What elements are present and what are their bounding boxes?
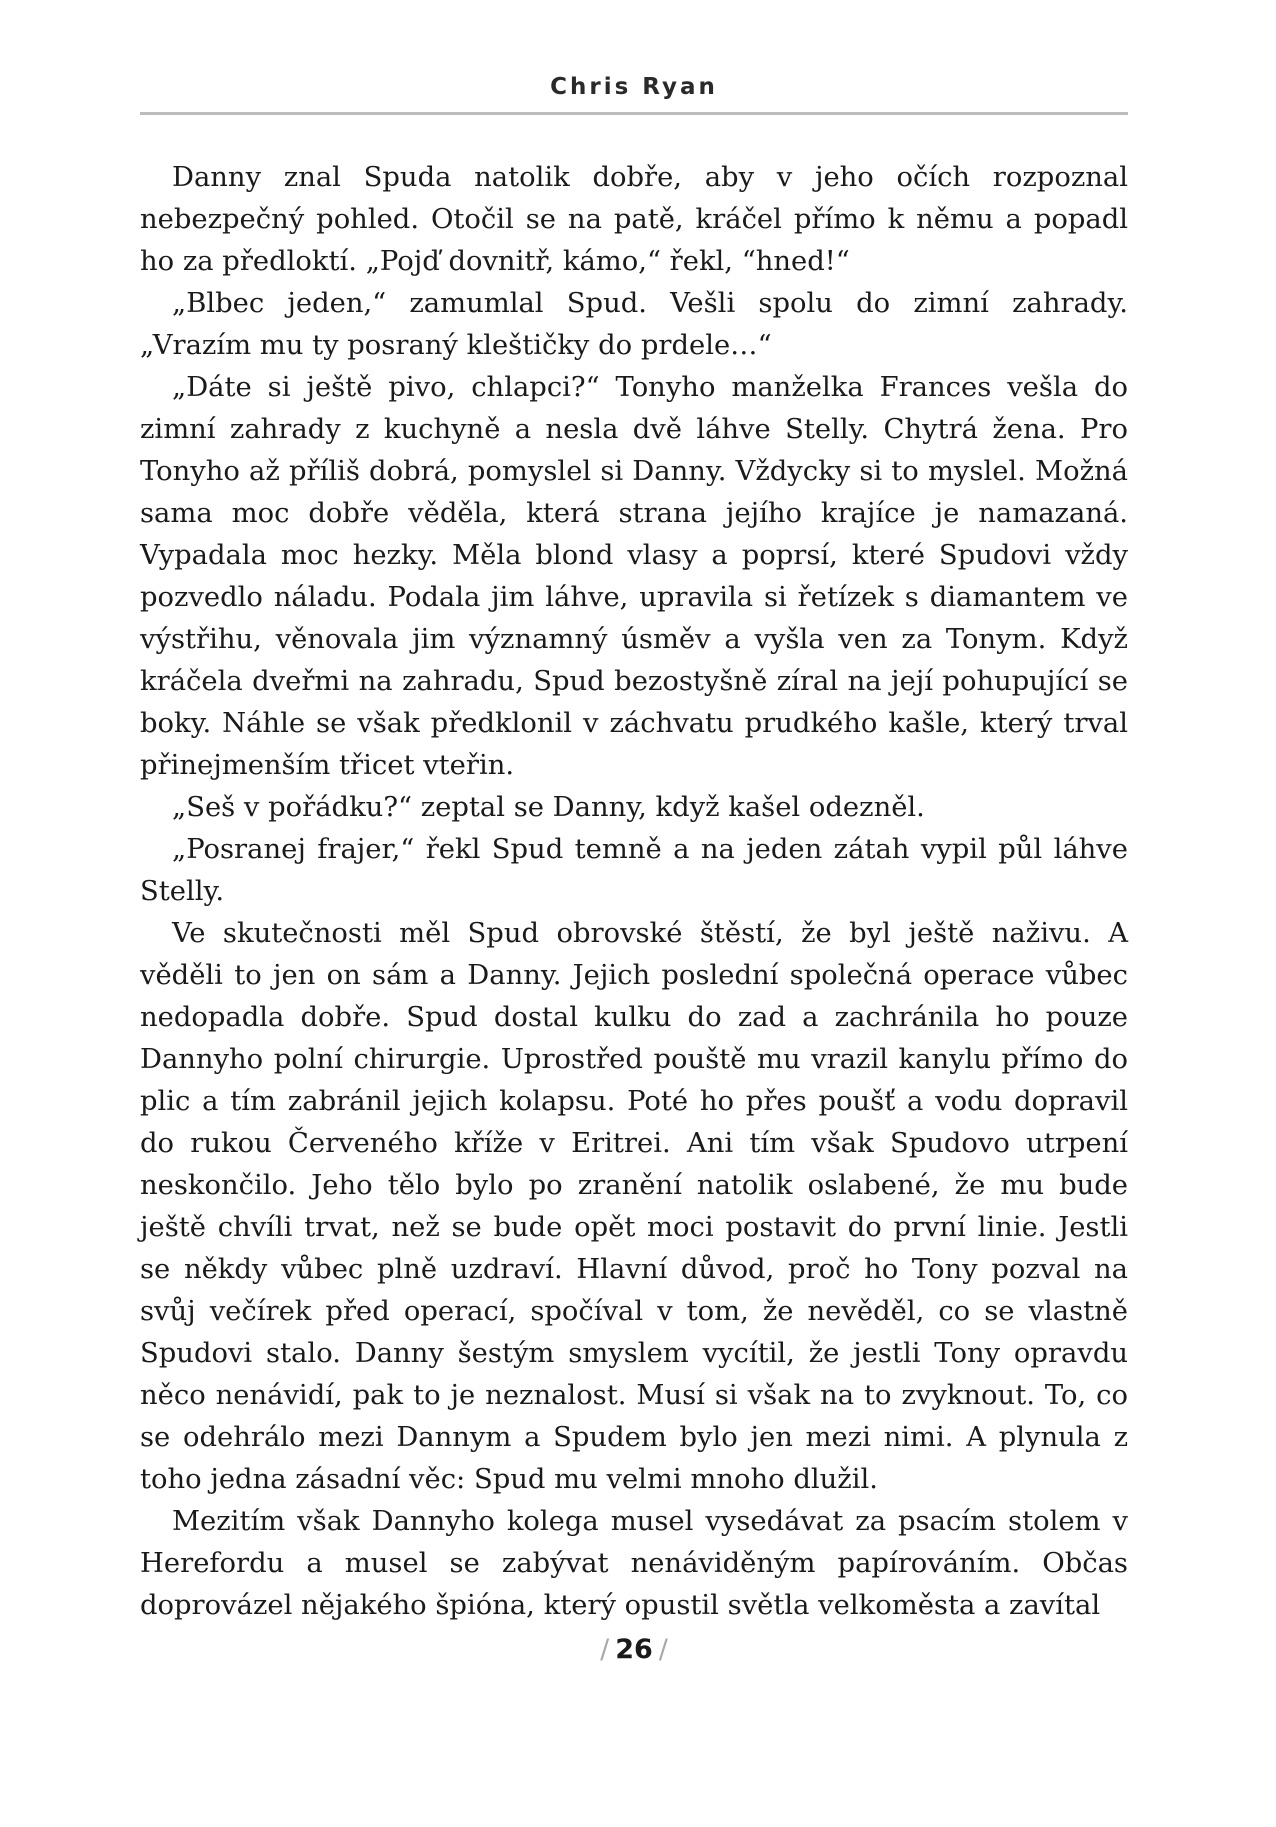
paragraph: Danny znal Spuda natolik dobře, aby v jeho očích rozpoznal nebezpečný pohled. Otočil se na patě, kráčel přímo k němu a popadl ho za předloktí. „Pojď dovnitř, kámo,“ řekl, “hned!“ xyxy=(140,162,1128,277)
paragraph: „Dáte si ještě pivo, chlapci?“ Tonyho manželka Frances vešla do zimní zahrady z kuchyně a nesla dvě láhve Stelly. Chytrá žena. Pro Tonyho až příliš dobrá, pomyslel si Danny. Vždycky si to myslel. Možná sama moc dobře věděla, která strana jejího krajíce je namazaná. Vypadala moc hezky. Měla blond vlasy a poprsí, které Spudovi vždy pozvedlo náladu. Podala jim láhve, upravila si řetízek s diamantem ve výstřihu, věnovala jim významný úsměv a vyšla ven za Tonym. Když kráčela dveřmi na zahradu, Spud bezostyšně zíral na její pohupující se boky. Náhle se však předklonil v záchvatu prudkého kašle, který trval přinejmenším třicet vteřin. xyxy=(140,372,1128,781)
page-number xyxy=(140,1634,1128,1665)
folio-slash-right: / xyxy=(658,1634,668,1665)
paragraph: „Blbec jeden,“ zamumlal Spud. Vešli spolu do zimní zahrady. „Vrazím mu ty posraný kleštičky do prdele…“ xyxy=(140,288,1128,361)
paragraph: Ve skutečnosti měl Spud obrovské štěstí, že byl ještě naživu. A věděli to jen on sám a Danny. Jejich poslední společná operace vůbec nedopadla dobře. Spud dostal kulku do zad a zachránila ho pouze Dannyho polní chirurgie. Uprostřed pouště mu vrazil kanylu přímo do plic a tím zabránil jejich kolapsu. Poté ho přes poušť a vodu dopravil do rukou Červeného kříže v Eritrei. Ani tím však Spudovo utrpení neskončilo. Jeho tělo bylo po zranění natolik oslabené, že mu bude ještě chvíli trvat, než se bude opět moci postavit do první linie. Jestli se někdy vůbec plně uzdraví. Hlavní důvod, proč ho Tony pozval na svůj večírek před operací, spočíval v tom, že nevěděl, co se vlastně Spudovi stalo. Danny šestým smyslem vycítil, že jestli Tony opravdu něco nenávidí, pak to je neznalost. Musí si však na to zvyknout. To, co se odehrálo mezi Dannym a Spudem bylo jen mezi nimi. A plynula z toho jedna zásadní věc: Spud mu velmi mnoho dlužil. xyxy=(140,918,1128,1495)
body-text xyxy=(140,157,1128,1627)
folio-slash-left: / xyxy=(600,1634,610,1665)
page-number-value: 26 xyxy=(615,1634,653,1665)
paragraph: „Posranej frajer,“ řekl Spud temně a na jeden zátah vypil půl láhve Stelly. xyxy=(140,834,1128,907)
running-head-author: Chris Ryan xyxy=(550,74,718,100)
paragraph: „Seš v pořádku?“ zeptal se Danny, když kašel odezněl. xyxy=(172,792,925,823)
header-rule xyxy=(140,112,1128,115)
paragraph: Mezitím však Dannyho kolega musel vysedávat za psacím stolem v Herefordu a musel se zabývat nenáviděným papírováním. Občas doprovázel nějakého špióna, který opustil světla velkoměsta a zavítal xyxy=(140,1506,1128,1621)
